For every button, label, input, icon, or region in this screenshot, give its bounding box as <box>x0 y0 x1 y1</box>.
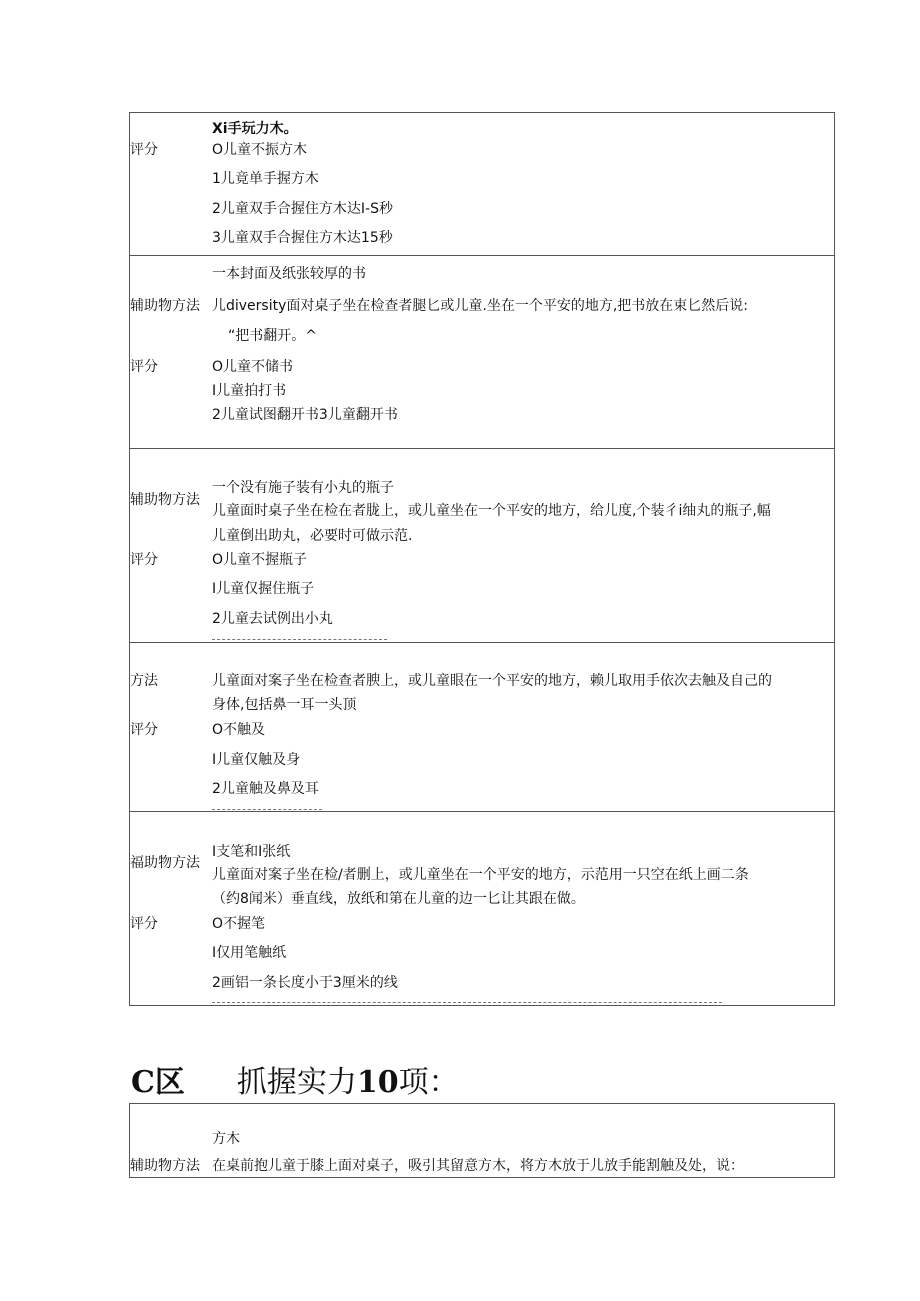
method-label: 方法 <box>130 673 158 689</box>
score-option: O儿童不振方木 <box>212 142 308 158</box>
score-option: O不触及 <box>212 722 266 738</box>
score-label: 评分 <box>130 142 158 158</box>
score-option: 2儿童触及鼻及耳 <box>212 781 319 797</box>
section-heading <box>131 1063 459 1103</box>
method-text: 儿童面时桌子坐在检在者胧上，或儿童坐在一个平安的地方，给儿度,个装彳i䌷丸的瓶子,幅 <box>212 503 771 519</box>
score-option: O不握笔 <box>212 916 266 932</box>
heading-title: 抓握实力 <box>236 1065 357 1100</box>
section-6 <box>129 1103 835 1178</box>
aid-material: 一本封面及纸张较厚的书 <box>212 266 366 282</box>
score-option: O儿童不握瓶子 <box>212 552 308 568</box>
method-text: 儿童倒出助丸，必要时可做示范. <box>212 528 413 544</box>
score-option: I儿童仅触及身 <box>212 752 301 768</box>
cropped-line <box>212 639 387 641</box>
score-option: 2儿童去试例出小丸 <box>212 611 333 627</box>
score-label: 评分 <box>130 359 158 375</box>
score-label: 评分 <box>130 552 158 568</box>
aid-material: I支笔和I张纸 <box>212 844 291 860</box>
score-option: O儿童不储书 <box>212 359 294 375</box>
method-text: （约8闻米）垂直线，放纸和第在儿童的边一匕让其跟在做。 <box>212 891 585 907</box>
aid-method-label: 辅助物方法 <box>130 1158 200 1174</box>
score-label: 评分 <box>130 916 158 932</box>
method-text: 儿童面对案子坐在检查者腴上，或儿童眼在一个平安的地方，赖儿取用手依次去触及自己的 <box>212 673 772 689</box>
score-option: I仅用笔触纸 <box>212 945 287 961</box>
method-text: 身体,包括鼻一耳一头顶 <box>212 697 357 713</box>
method-text: 儿diversity面对桌子坐在检查者腿匕或儿童.坐在一个平安的地方,把书放在束匕然后说: <box>212 298 749 314</box>
score-option: 1儿竟单手握方木 <box>212 171 319 187</box>
aid-material: 一个没有施子装有小丸的瓶子 <box>212 480 394 496</box>
method-text: 在桌前抱儿童于膝上面对桌子，吸引其留意方木，将方木放于儿放手能割触及处，说： <box>212 1158 744 1174</box>
section-3 <box>129 448 835 643</box>
section-2 <box>129 255 835 449</box>
section-1 <box>129 112 835 256</box>
section-4 <box>129 642 835 812</box>
aid-material: 方木 <box>212 1131 240 1147</box>
score-option: 2画铝一条长度小于3厘米的线 <box>212 975 398 991</box>
aid-method-label: 福助物方法 <box>130 855 200 871</box>
score-option: I儿童拍打书 <box>212 383 287 399</box>
score-option: 3儿童双手合握住方木达15秒 <box>212 230 393 246</box>
line: Xi手玩力木。 <box>212 121 298 137</box>
method-text: 儿童面对案子坐在检/者删上，或儿童坐在一个平安的地方，示范用一只空在纸上画二条 <box>212 867 749 883</box>
cropped-line <box>212 1002 722 1004</box>
score-option: I儿童仅握住瓶子 <box>212 581 315 597</box>
aid-method-label: 辅助物方法 <box>130 298 200 314</box>
score-option: 2儿童双手合握住方木达I-S秒 <box>212 201 393 217</box>
score-option: 2儿童试图翻开书3儿童翻开书 <box>212 407 398 423</box>
score-label: 评分 <box>130 722 158 738</box>
section-5 <box>129 811 835 1006</box>
heading-suffix: 项： <box>398 1065 459 1100</box>
zone-label: C区 <box>131 1065 185 1100</box>
item-count: 10 <box>356 1065 399 1100</box>
instruction-quote: “把书翻开。^ <box>228 328 317 344</box>
aid-method-label: 辅助物方法 <box>130 492 200 508</box>
